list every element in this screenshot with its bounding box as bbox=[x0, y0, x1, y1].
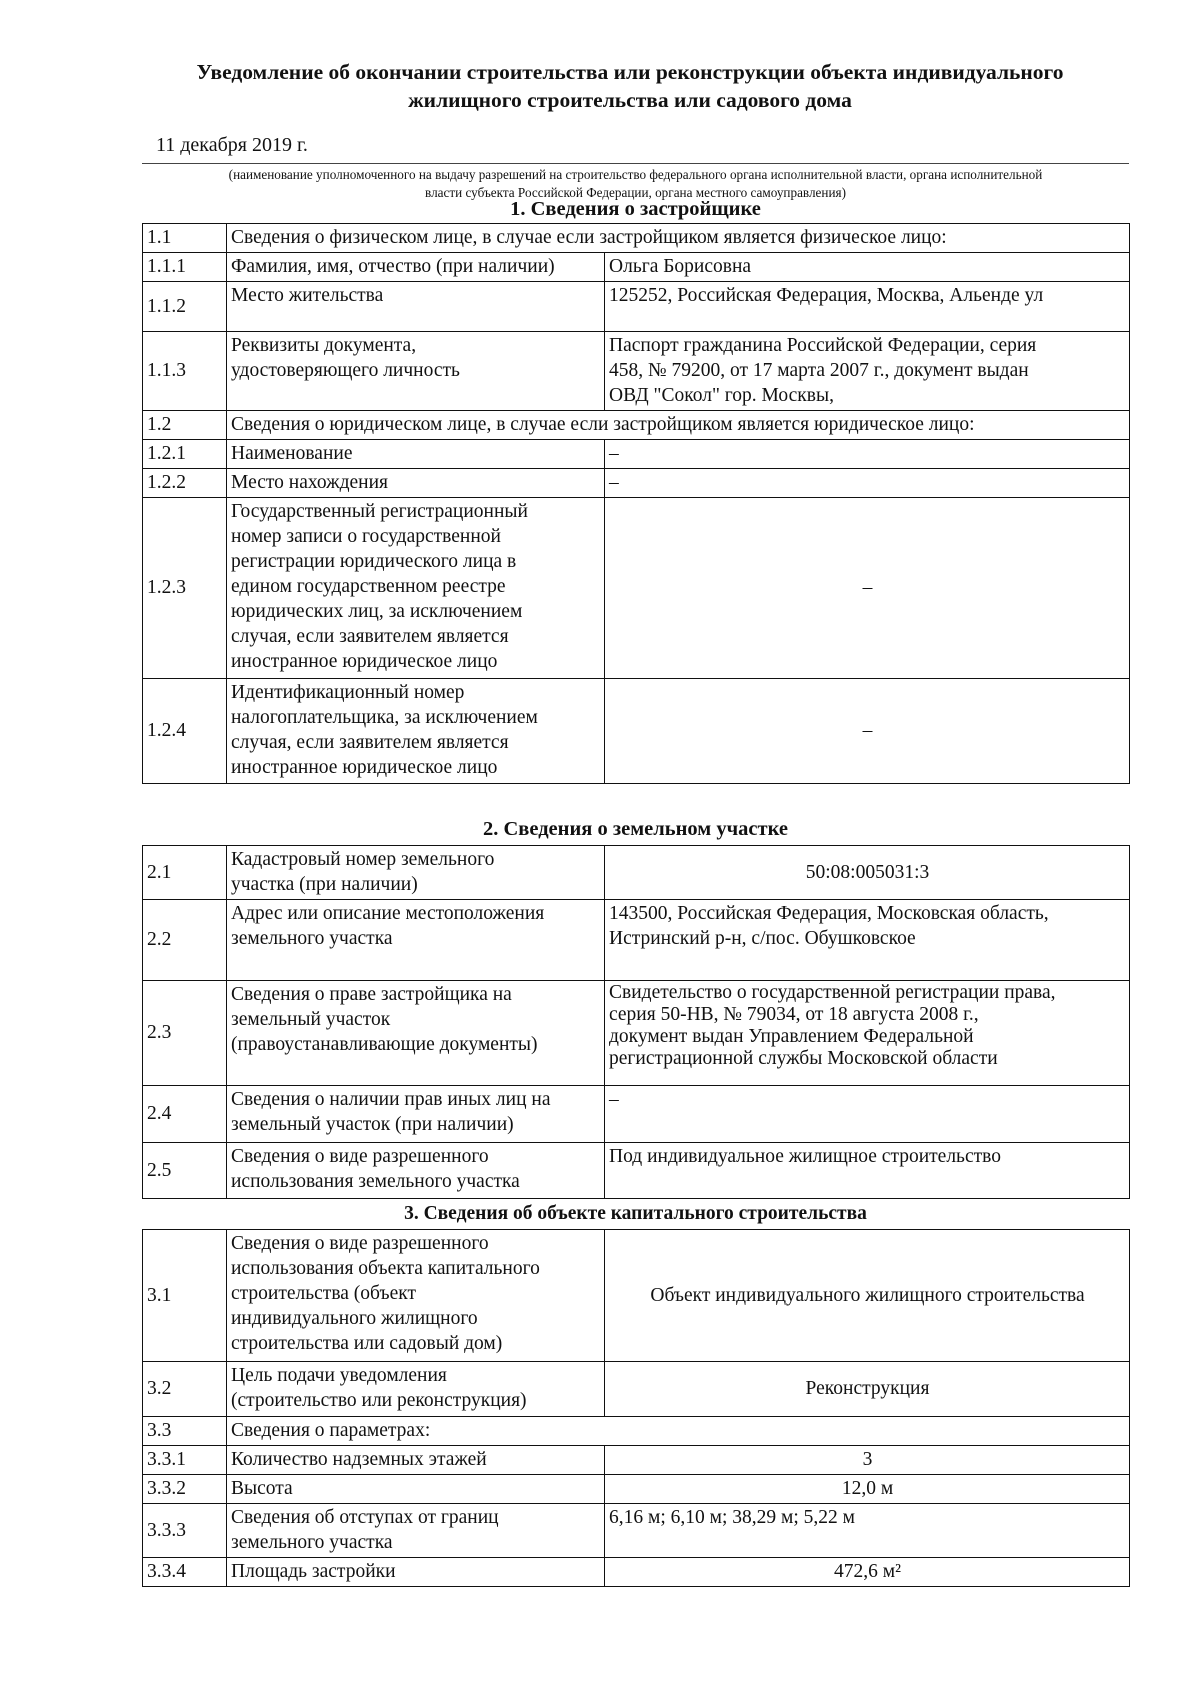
label-line: индивидуального жилищного bbox=[231, 1308, 478, 1329]
row-label bbox=[227, 1086, 605, 1143]
label-line: Кадастровый номер земельного bbox=[231, 849, 495, 870]
title-line-1: Уведомление об окончании строительства или реконструкции объекта индивидуального bbox=[196, 60, 1064, 84]
label-line: налогоплательщика, за исключением bbox=[231, 707, 538, 728]
table-row bbox=[143, 282, 1130, 332]
label-line: земельный участок (при наличии) bbox=[231, 1114, 514, 1135]
label-line: (строительство или реконструкция) bbox=[231, 1390, 527, 1411]
row-label bbox=[227, 1230, 605, 1362]
label-line: земельного участка bbox=[231, 928, 393, 949]
row-label: Сведения о параметрах: bbox=[227, 1417, 1130, 1446]
row-value: – bbox=[605, 469, 1130, 498]
label-line: Сведения о наличии прав иных лиц на bbox=[231, 1089, 551, 1110]
label-line: участка (при наличии) bbox=[231, 874, 418, 895]
row-number: 3.3 bbox=[143, 1417, 227, 1446]
label-line: Реквизиты документа, bbox=[231, 335, 417, 356]
value-line: ОВД "Сокол" гор. Москвы, bbox=[609, 385, 834, 406]
row-value bbox=[605, 981, 1130, 1086]
label-line: Сведения о виде разрешенного bbox=[231, 1233, 489, 1254]
table-row bbox=[143, 1230, 1130, 1362]
value-line: 458, № 79200, от 17 марта 2007 г., документ выдан bbox=[609, 360, 1029, 381]
table-row bbox=[143, 981, 1130, 1086]
row-label: Фамилия, имя, отчество (при наличии) bbox=[227, 253, 605, 282]
title-line-2: жилищного строительства или садового дома bbox=[408, 88, 852, 112]
label-line: Государственный регистрационный bbox=[231, 501, 528, 522]
label-line: случая, если заявителем является bbox=[231, 732, 509, 753]
label-line: (правоустанавливающие документы) bbox=[231, 1034, 538, 1055]
label-line: Идентификационный номер bbox=[231, 682, 465, 703]
section-2-table bbox=[142, 845, 1130, 1199]
table-row bbox=[143, 846, 1130, 900]
row-number: 1.2.1 bbox=[143, 440, 227, 469]
row-number: 1.1.3 bbox=[143, 332, 227, 411]
table-row bbox=[143, 224, 1130, 253]
table-row bbox=[143, 332, 1130, 411]
row-number: 2.3 bbox=[143, 981, 227, 1086]
value-line: Истринский р-н, с/пос. Обушковское bbox=[609, 928, 916, 949]
label-line: строительства (объект bbox=[231, 1283, 416, 1304]
authority-caption-line-1: (наименование уполномоченного на выдачу разрешений на строительство федерального органа исполнительной власти, органа исполнительной bbox=[228, 167, 1043, 182]
table-row bbox=[143, 253, 1130, 282]
table-row bbox=[143, 1143, 1130, 1199]
row-label: Место жительства bbox=[227, 282, 605, 332]
row-value: Ольга Борисовна bbox=[605, 253, 1130, 282]
row-value: Объект индивидуального жилищного строительства bbox=[605, 1230, 1130, 1362]
table-row bbox=[143, 900, 1130, 981]
table-row bbox=[143, 1086, 1130, 1143]
label-line: Цель подачи уведомления bbox=[231, 1365, 447, 1386]
label-line: номер записи о государственной bbox=[231, 526, 501, 547]
row-number: 1.2.2 bbox=[143, 469, 227, 498]
value-line: серия 50-НВ, № 79034, от 18 августа 2008 г., bbox=[609, 1004, 979, 1025]
row-number: 2.4 bbox=[143, 1086, 227, 1143]
row-number: 1.1.2 bbox=[143, 282, 227, 332]
row-label bbox=[227, 900, 605, 981]
table-row bbox=[143, 679, 1130, 784]
table-row bbox=[143, 1362, 1130, 1417]
label-line: земельного участка bbox=[231, 1532, 393, 1553]
row-number: 2.5 bbox=[143, 1143, 227, 1199]
row-label bbox=[227, 332, 605, 411]
label-line: земельный участок bbox=[231, 1009, 391, 1030]
table-row bbox=[143, 1558, 1130, 1587]
value-line: регистрационной службы Московской области bbox=[609, 1048, 998, 1069]
table-row bbox=[143, 1475, 1130, 1504]
document-date: 11 декабря 2019 г. bbox=[156, 134, 308, 156]
row-number: 2.1 bbox=[143, 846, 227, 900]
section-3-heading: 3. Сведения об объекте капитального строительства bbox=[404, 1203, 867, 1224]
value-line: Свидетельство о государственной регистрации права, bbox=[609, 982, 1056, 1003]
label-line: иностранное юридическое лицо bbox=[231, 757, 498, 778]
row-label bbox=[227, 1143, 605, 1199]
authority-underline bbox=[142, 163, 1129, 164]
row-number: 3.2 bbox=[143, 1362, 227, 1417]
row-label bbox=[227, 1504, 605, 1558]
row-value: – bbox=[605, 1086, 1130, 1143]
document-title bbox=[140, 58, 1120, 114]
value-line: 143500, Российская Федерация, Московская область, bbox=[609, 903, 1049, 924]
row-label: Наименование bbox=[227, 440, 605, 469]
row-number: 3.3.3 bbox=[143, 1504, 227, 1558]
row-number: 3.3.4 bbox=[143, 1558, 227, 1587]
label-line: использования земельного участка bbox=[231, 1171, 520, 1192]
section-1-table bbox=[142, 223, 1130, 784]
table-row bbox=[143, 498, 1130, 679]
table-row bbox=[143, 1504, 1130, 1558]
row-label: Место нахождения bbox=[227, 469, 605, 498]
section-2-heading: 2. Сведения о земельном участке bbox=[482, 818, 789, 840]
section-1-heading: 1. Сведения о застройщике bbox=[510, 198, 761, 220]
value-line: документ выдан Управлением Федеральной bbox=[609, 1026, 974, 1047]
row-number: 3.3.2 bbox=[143, 1475, 227, 1504]
table-row bbox=[143, 1446, 1130, 1475]
row-label: Сведения о физическом лице, в случае если застройщиком является физическое лицо: bbox=[227, 224, 1130, 253]
row-label bbox=[227, 679, 605, 784]
row-label: Площадь застройки bbox=[227, 1558, 605, 1587]
row-value: 6,16 м; 6,10 м; 38,29 м; 5,22 м bbox=[605, 1504, 1130, 1558]
row-number: 1.1.1 bbox=[143, 253, 227, 282]
row-label: Количество надземных этажей bbox=[227, 1446, 605, 1475]
authority-caption bbox=[142, 166, 1129, 202]
row-value: 50:08:005031:3 bbox=[605, 846, 1130, 900]
row-value: – bbox=[605, 440, 1130, 469]
row-value: – bbox=[605, 498, 1130, 679]
authority-caption-line-2: власти субъекта Российской Федерации, органа местного самоуправления) bbox=[425, 185, 846, 200]
row-value: 12,0 м bbox=[605, 1475, 1130, 1504]
label-line: Сведения о праве застройщика на bbox=[231, 984, 512, 1005]
row-value: 472,6 м² bbox=[605, 1558, 1130, 1587]
section-3-table bbox=[142, 1229, 1130, 1587]
table-row bbox=[143, 440, 1130, 469]
label-line: случая, если заявителем является bbox=[231, 626, 509, 647]
row-number: 1.2.4 bbox=[143, 679, 227, 784]
row-number: 3.3.1 bbox=[143, 1446, 227, 1475]
table-row bbox=[143, 411, 1130, 440]
table-row bbox=[143, 1417, 1130, 1446]
label-line: регистрации юридического лица в bbox=[231, 551, 517, 572]
label-line: Адрес или описание местоположения bbox=[231, 903, 545, 924]
row-label bbox=[227, 1362, 605, 1417]
label-line: использования объекта капитального bbox=[231, 1258, 540, 1279]
row-number: 1.2 bbox=[143, 411, 227, 440]
row-value: Реконструкция bbox=[605, 1362, 1130, 1417]
label-line: Сведения о виде разрешенного bbox=[231, 1146, 489, 1167]
row-value bbox=[605, 900, 1130, 981]
table-row bbox=[143, 469, 1130, 498]
row-label bbox=[227, 981, 605, 1086]
row-value: 3 bbox=[605, 1446, 1130, 1475]
row-number: 3.1 bbox=[143, 1230, 227, 1362]
row-label: Высота bbox=[227, 1475, 605, 1504]
row-label: Сведения о юридическом лице, в случае если застройщиком является юридическое лицо: bbox=[227, 411, 1130, 440]
label-line: удостоверяющего личность bbox=[231, 360, 460, 381]
row-number: 1.1 bbox=[143, 224, 227, 253]
label-line: юридических лиц, за исключением bbox=[231, 601, 523, 622]
label-line: иностранное юридическое лицо bbox=[231, 651, 498, 672]
label-line: Сведения об отступах от границ bbox=[231, 1507, 499, 1528]
label-line: строительства или садовый дом) bbox=[231, 1333, 503, 1354]
label-line: едином государственном реестре bbox=[231, 576, 506, 597]
row-label bbox=[227, 846, 605, 900]
row-number: 2.2 bbox=[143, 900, 227, 981]
row-value bbox=[605, 332, 1130, 411]
row-value: Под индивидуальное жилищное строительство bbox=[605, 1143, 1130, 1199]
row-value: – bbox=[605, 679, 1130, 784]
row-value: 125252, Российская Федерация, Москва, Альенде ул bbox=[605, 282, 1130, 332]
row-label bbox=[227, 498, 605, 679]
row-number: 1.2.3 bbox=[143, 498, 227, 679]
value-line: Паспорт гражданина Российской Федерации, серия bbox=[609, 335, 1037, 356]
